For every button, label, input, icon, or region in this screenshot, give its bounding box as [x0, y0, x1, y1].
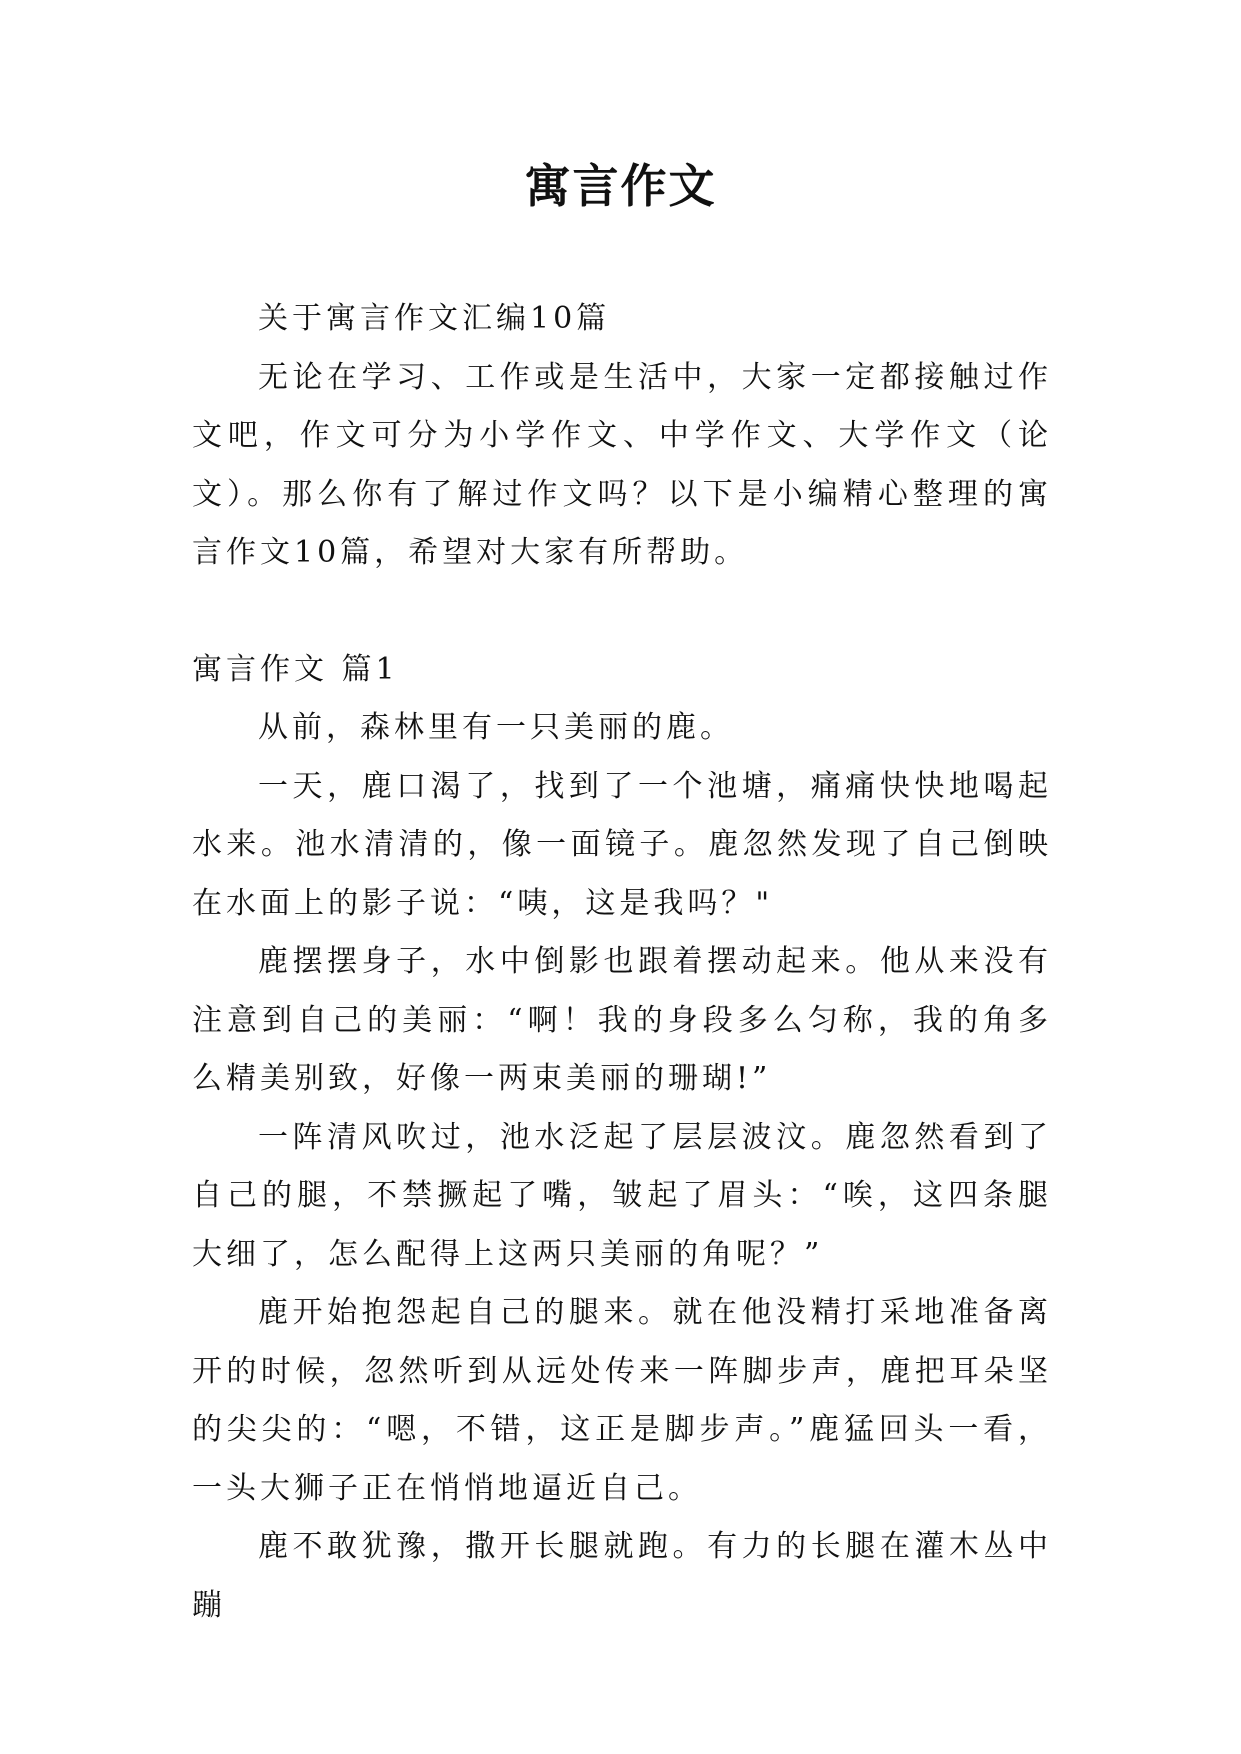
intro-paragraph: 无论在学习、工作或是生活中，大家一定都接触过作文吧，作文可分为小学作文、中学作文、大学作文（论文）。那么你有了解过作文吗？以下是小编精心整理的寓言作文10篇，希望对大家有所帮助。 — [192, 359, 1052, 570]
document-title: 寓言作文 — [524, 159, 717, 213]
paragraph: 鹿开始抱怨起自己的腿来。就在他没精打采地准备离开的时候，忽然听到从远处传来一阵脚步声，鹿把耳朵坚的尖尖的：“嗯，不错，这正是脚步声。”鹿猛回头一看，一头大狮子正在悄悄地逼近自己。 — [192, 1295, 1052, 1506]
section-heading: 寓言作文 篇1 — [192, 651, 399, 687]
document-subtitle: 关于寓言作文汇编10篇 — [258, 301, 611, 336]
paragraph: 鹿摆摆身子，水中倒影也跟着摆动起来。他从来没有注意到自己的美丽：“啊！我的身段多么匀称，我的角多么精美别致，好像一两束美丽的珊瑚!” — [192, 944, 1052, 1096]
paragraph: 从前，森林里有一只美丽的鹿。 — [258, 710, 734, 745]
paragraph: 一阵清风吹过，池水泛起了层层波汶。鹿忽然看到了自己的腿，不禁撅起了嘴，皱起了眉头：“唉，这四条腿大细了，怎么配得上这两只美丽的角呢？” — [192, 1119, 1052, 1272]
paragraph: 一天，鹿口渴了，找到了一个池塘，痛痛快快地喝起水来。池水清清的，像一面镜子。鹿忽然发现了自己倒映在水面上的影子说：“咦，这是我吗？" — [192, 768, 1052, 921]
paragraph: 鹿不敢犹豫，撒开长腿就跑。有力的长腿在灌木丛中蹦 — [192, 1529, 1052, 1623]
document-body — [192, 290, 1052, 1635]
